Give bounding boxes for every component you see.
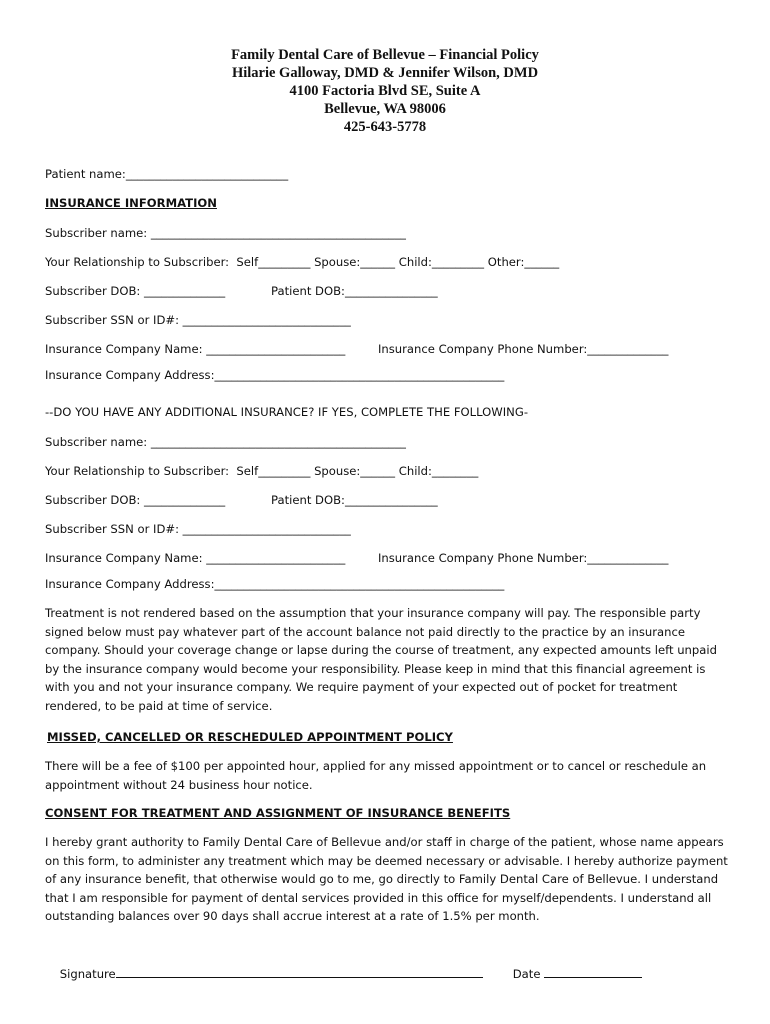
date-line[interactable] [544, 966, 642, 978]
insurance-company-phone-field[interactable]: Insurance Company Phone Number:______________ [378, 342, 669, 356]
additional-insurance-company-address-field[interactable]: Insurance Company Address:__________________________________________________ [45, 577, 505, 591]
consent-heading: CONSENT FOR TREATMENT AND ASSIGNMENT OF INSURANCE BENEFITS [45, 806, 511, 820]
treatment-paragraph: Treatment is not rendered based on the assumption that your insurance company will pay. The responsible party signed below must pay whatever part of the account balance not paid directly to the practice by an insurance company. Should your coverage change or lapse during the course of treatment, any expected amounts left unpaid by the insurance company would become your responsibility. Please keep in mind that this financial agreement is with you and not your insurance company. We require payment of your expected out of pocket for treatment rendered, to be paid at time of service. [45, 606, 717, 713]
additional-relationship-field[interactable]: Your Relationship to Subscriber: Self_________ Spouse:______ Child:________ [45, 464, 479, 478]
insurance-information-heading: INSURANCE INFORMATION [45, 196, 217, 210]
consent-text: I hereby grant authority to Family Dental Care of Bellevue and/or staff in charge of the patient, whose name appears on this form, to administer any treatment which may be deemed necessary or advisable. I hereby authorize payment of any insurance benefit, that otherwise would go to me, go directly to Family Dental Care of Bellevue. I understand that I am responsible for payment of dental services provided in this office for myself/dependents. I understand all outstanding balances over 90 days shall accrue interest at a rate of 1.5% per month. [45, 835, 728, 924]
subscriber-dob-field[interactable]: Subscriber DOB: ______________ [45, 284, 226, 298]
subscriber-name-field[interactable]: Subscriber name: ____________________________________________ [45, 226, 406, 240]
header-phone: 425-643-5778 [343, 119, 427, 135]
header-title: Family Dental Care of Bellevue – Financial Policy [231, 47, 539, 63]
insurance-company-name-field[interactable]: Insurance Company Name: ________________________ [45, 342, 346, 356]
patient-dob-field[interactable]: Patient DOB:________________ [271, 284, 438, 298]
signature-label: Signature [59, 967, 116, 981]
header-city: Bellevue, WA 98006 [324, 101, 446, 117]
additional-subscriber-ssn-field[interactable]: Subscriber SSN or ID#: _____________________________ [45, 522, 351, 536]
additional-subscriber-dob-field[interactable]: Subscriber DOB: ______________ [45, 493, 226, 507]
missed-appointment-heading: MISSED, CANCELLED OR RESCHEDULED APPOINTMENT POLICY [47, 730, 453, 744]
signature-field[interactable] [45, 952, 483, 995]
additional-insurance-heading: --DO YOU HAVE ANY ADDITIONAL INSURANCE? IF YES, COMPLETE THE FOLLOWING- [45, 405, 528, 419]
patient-name-field[interactable]: Patient name:____________________________ [45, 167, 289, 181]
relationship-field[interactable]: Your Relationship to Subscriber: Self_________ Spouse:______ Child:_________ Other:______ [45, 255, 560, 269]
header-doctors: Hilarie Galloway, DMD & Jennifer Wilson, DMD [231, 65, 539, 81]
insurance-company-address-field[interactable]: Insurance Company Address:__________________________________________________ [45, 368, 505, 382]
additional-patient-dob-field[interactable]: Patient DOB:________________ [271, 493, 438, 507]
document-header [0, 46, 770, 136]
date-label: Date [512, 967, 541, 981]
subscriber-ssn-field[interactable]: Subscriber SSN or ID#: _____________________________ [45, 313, 351, 327]
additional-insurance-company-name-field[interactable]: Insurance Company Name: ________________________ [45, 551, 346, 565]
header-address: 4100 Factoria Blvd SE, Suite A [289, 83, 481, 99]
signature-line[interactable] [116, 966, 483, 978]
additional-subscriber-name-field[interactable]: Subscriber name: ____________________________________________ [45, 435, 406, 449]
date-field[interactable] [498, 952, 642, 995]
missed-appointment-text: There will be a fee of $100 per appointed hour, applied for any missed appointment or to cancel or reschedule an appointment without 24 business hour notice. [45, 759, 707, 792]
additional-insurance-company-phone-field[interactable]: Insurance Company Phone Number:______________ [378, 551, 669, 565]
